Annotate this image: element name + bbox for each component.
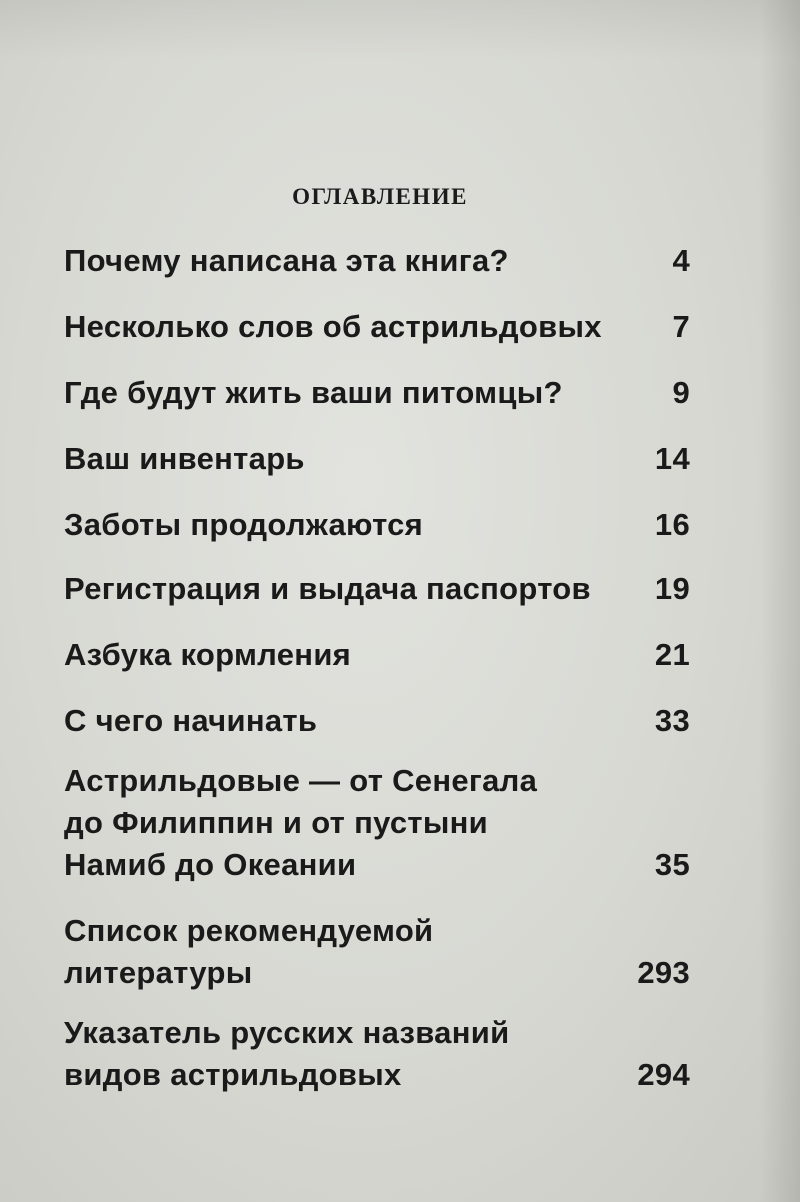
toc-entry-page: 7 — [672, 309, 690, 344]
toc-entry-page: 14 — [654, 441, 690, 476]
page-shadow-top — [0, 0, 800, 60]
toc-entry — [64, 1012, 690, 1096]
toc-entry-title: Астрильдовые — от Сенегала до Филиппин и от пустыни Намиб до Океании — [64, 763, 538, 882]
toc-entry-title: Почему написана эта книга? — [64, 243, 509, 278]
toc-entry-page: 4 — [672, 243, 690, 278]
toc-entry-page: 35 — [654, 847, 690, 882]
toc-entry — [64, 910, 690, 994]
toc-entry-title: Несколько слов об астрильдовых — [64, 309, 602, 344]
toc-entry-page: 9 — [672, 375, 690, 410]
toc-entry-title: Азбука кормления — [64, 637, 352, 672]
toc-entry — [64, 700, 690, 742]
toc-entry-page: 33 — [654, 703, 690, 738]
toc-entry — [64, 438, 690, 480]
toc-entry — [64, 306, 690, 348]
toc-entry-page: 21 — [654, 637, 690, 672]
toc-entry-page: 294 — [637, 1057, 690, 1092]
toc-entry-page: 293 — [637, 955, 690, 990]
toc-entry-title: Список рекомендуемой литературы — [64, 913, 434, 990]
toc-entry-title: Регистрация и выдача паспортов — [64, 571, 591, 606]
toc-entry-title: С чего начинать — [64, 703, 318, 738]
toc-heading: ОГЛАВЛЕНИЕ — [292, 184, 468, 209]
toc-entry-title: Указатель русских названий видов астрильдовых — [64, 1015, 510, 1092]
toc-entry — [64, 504, 690, 546]
toc-entry-page: 16 — [654, 507, 690, 542]
toc-entry — [64, 634, 690, 676]
toc-entry-title: Заботы продолжаются — [64, 507, 424, 542]
toc-entry — [64, 760, 690, 886]
toc-entry-title: Ваш инвентарь — [64, 441, 305, 476]
toc-entry — [64, 568, 690, 610]
toc-entry-title: Где будут жить ваши питомцы? — [64, 375, 563, 410]
toc-entry-page: 19 — [654, 571, 690, 606]
toc-entry — [64, 372, 690, 414]
page-shadow-right — [760, 0, 800, 1202]
toc-entry — [64, 240, 690, 282]
